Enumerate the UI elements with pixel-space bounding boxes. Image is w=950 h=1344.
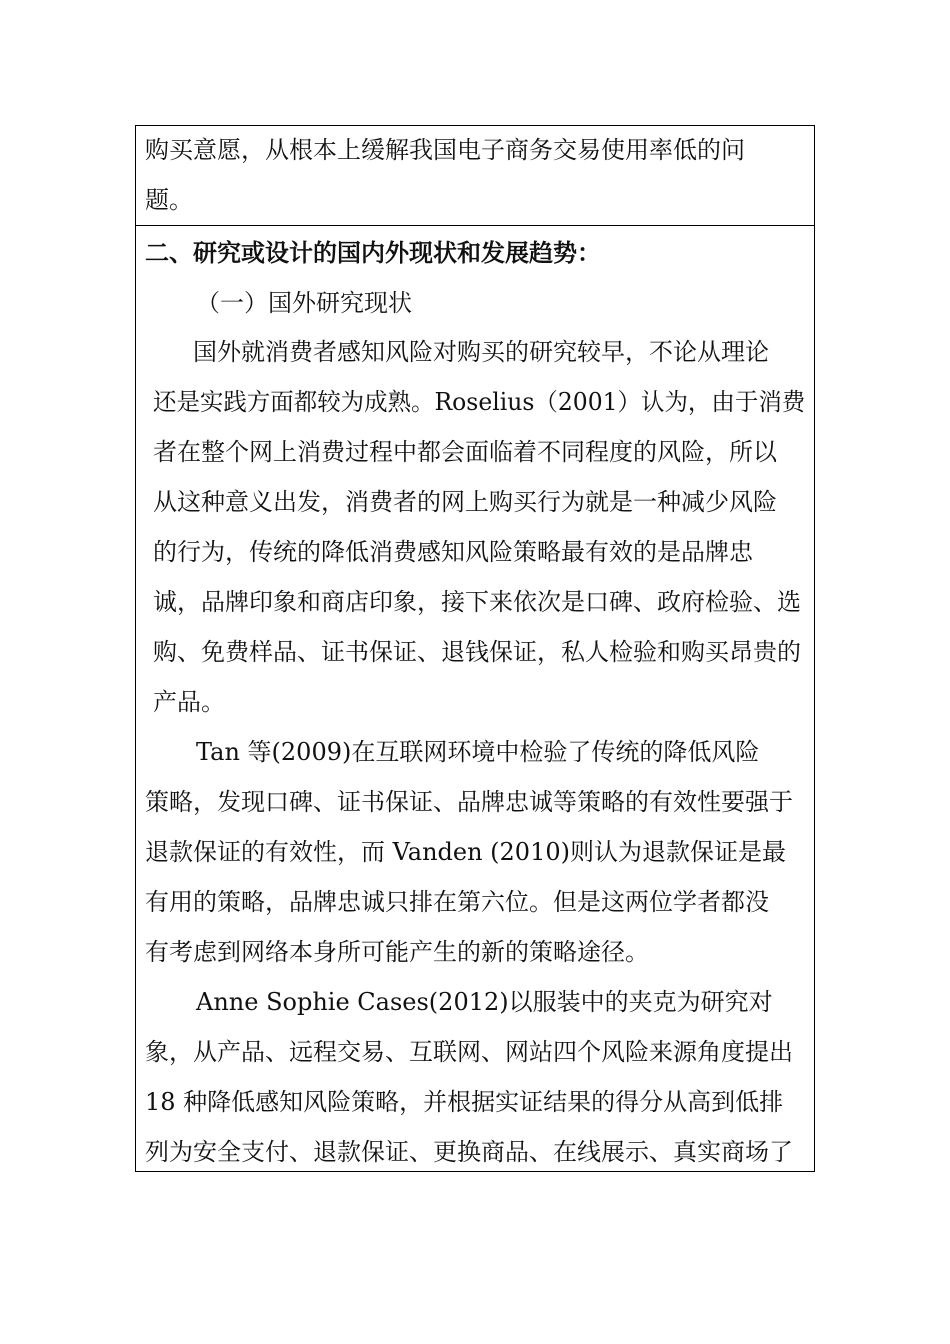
cell1-line-2: 题。 xyxy=(145,186,193,214)
p3-line-2: 象，从产品、远程交易、互联网、网站四个风险来源角度提出 xyxy=(145,1038,793,1066)
p3-line-3: 18 种降低感知风险策略，并根据实证结果的得分从高到低排 xyxy=(145,1088,784,1116)
p2-line-5: 有考虑到网络本身所可能产生的新的策略途径。 xyxy=(145,938,649,966)
p1-line-4: 从这种意义出发，消费者的网上购买行为就是一种减少风险 xyxy=(153,488,777,516)
p1-line-5: 的行为，传统的降低消费感知风险策略最有效的是品牌忠 xyxy=(153,538,753,566)
p3-line-1: Anne Sophie Cases(2012)以服装中的夹克为研究对 xyxy=(196,988,773,1016)
p3-line-4: 列为安全支付、退款保证、更换商品、在线展示、真实商场了 xyxy=(145,1138,793,1166)
cell1-line-1: 购买意愿，从根本上缓解我国电子商务交易使用率低的问 xyxy=(145,136,745,164)
p1-line-6: 诚，品牌印象和商店印象，接下来依次是口碑、政府检验、选 xyxy=(153,588,801,616)
p2-line-2: 策略，发现口碑、证书保证、品牌忠诚等策略的有效性要强于 xyxy=(145,788,793,816)
subsection-heading: （一）国外研究现状 xyxy=(196,289,412,317)
p1-line-3: 者在整个网上消费过程中都会面临着不同程度的风险，所以 xyxy=(153,438,777,466)
section-heading: 二、研究或设计的国内外现状和发展趋势： xyxy=(145,238,601,267)
cell-divider xyxy=(136,225,814,226)
p2-line-3: 退款保证的有效性，而 Vanden (2010)则认为退款保证是最 xyxy=(145,838,786,866)
p1-line-2: 还是实践方面都较为成熟。Roselius（2001）认为，由于消费 xyxy=(153,388,806,416)
p2-line-4: 有用的策略，品牌忠诚只排在第六位。但是这两位学者都没 xyxy=(145,888,769,916)
p1-line-7: 购、免费样品、证书保证、退钱保证，私人检验和购买昂贵的 xyxy=(153,638,801,666)
p1-line-1: 国外就消费者感知风险对购买的研究较早，不论从理论 xyxy=(193,338,769,366)
p2-line-1: Tan 等(2009)在互联网环境中检验了传统的降低风险 xyxy=(196,738,760,766)
p1-line-8: 产品。 xyxy=(153,688,225,716)
